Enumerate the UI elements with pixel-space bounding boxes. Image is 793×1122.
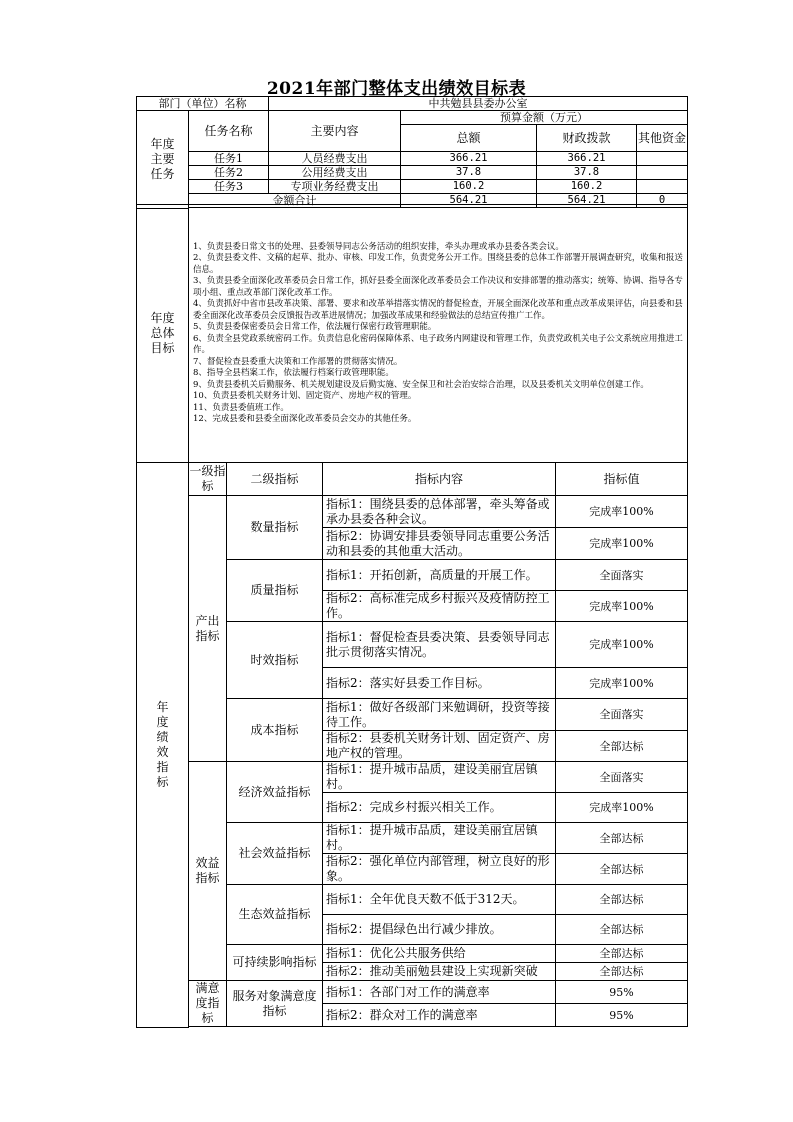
value-header: 指标值 <box>556 463 688 496</box>
task-other <box>637 166 688 180</box>
timeliness-indicator: 时效指标 <box>227 622 323 699</box>
indicator-value: 全部达标 <box>556 854 688 885</box>
indicators-side-label: 年 度 绩 效 指 标 <box>137 463 189 1028</box>
satisfaction-indicator-label: 满意 度指 标 <box>189 981 227 1027</box>
indicator-content: 指标2：落实好县委工作目标。 <box>323 668 556 699</box>
indicator-value: 完成率100% <box>556 793 688 823</box>
indicator-content: 指标2：强化单位内部管理，树立良好的形象。 <box>323 854 556 885</box>
economic-benefit-indicator: 经济效益指标 <box>227 762 323 823</box>
dept-name: 中共勉县县委办公室 <box>269 97 688 111</box>
indicator-content: 指标1：开拓创新，高质量的开展工作。 <box>323 560 556 591</box>
indicator-content: 指标2：县委机关财务计划、固定资产、房地产权的管理。 <box>323 731 556 762</box>
indicator-value: 完成率100% <box>556 622 688 668</box>
indicator-content: 指标2：提倡绿色出行减少排放。 <box>323 915 556 945</box>
task-name: 任务1 <box>189 152 269 166</box>
indicator-value: 完成率100% <box>556 528 688 560</box>
level2-header: 二级指标 <box>227 463 323 496</box>
task-name-header: 任务名称 <box>189 111 269 152</box>
quality-indicator: 质量指标 <box>227 560 323 622</box>
tasks-side-label: 年度 主要 任务 <box>137 111 189 209</box>
indicator-value: 完成率100% <box>556 496 688 528</box>
indicator-content: 指标1：优化公共服务供给 <box>323 945 556 963</box>
goals-side-label: 年度 总体 目标 <box>137 205 189 463</box>
goal-item: 10、负责县委机关财务计划、固定资产、房地产权的管理。 <box>193 391 417 401</box>
indicator-value: 全部达标 <box>556 731 688 762</box>
task-fiscal: 160.2 <box>537 180 637 194</box>
indicator-value: 95% <box>556 981 688 1004</box>
task-other <box>637 180 688 194</box>
budget-header: 预算金额（万元） <box>401 111 688 125</box>
indicator-content: 指标1：做好各级部门来勉调研，投资等接待工作。 <box>323 699 556 731</box>
indicator-value: 全部达标 <box>556 963 688 981</box>
task-table <box>136 96 688 209</box>
goal-item: 8、指导全县档案工作，依法履行档案行政管理职能。 <box>193 368 394 378</box>
task-content: 人员经费支出 <box>269 152 401 166</box>
goal-item: 4、负责抓好中省市县改革决策、部署、要求和改革举措落实情况的督促检查，开展全面深化改革和重点改革成果评估，向县委和县委全面深化改革委员会反馈报告改革进展情况；加强改革成果和经验做法的总结宣传推广工作。 <box>193 299 683 321</box>
indicator-content: 指标2：群众对工作的满意率 <box>323 1004 556 1027</box>
sum-label: 金额合计 <box>189 194 401 208</box>
task-content: 专项业务经费支出 <box>269 180 401 194</box>
output-indicator-label: 产出 指标 <box>189 496 227 762</box>
other-header: 其他资金 <box>637 125 688 152</box>
goal-item: 9、负责县委机关后勤服务、机关规划建设及后勤实施、安全保卫和社会治安综合治理，以及县委机关文明单位创建工作。 <box>193 379 649 390</box>
table-row <box>137 166 688 180</box>
goals-list <box>189 205 688 463</box>
indicator-value: 95% <box>556 1004 688 1027</box>
goal-item: 1、负责县委日常文书的处理、县委领导同志公务活动的组织安排，牵头办理或承办县委各类会议。 <box>193 241 564 252</box>
goal-item: 6、负责全县党政系统密码工作。负责信息化密码保障体系、电子政务内网建设和管理工作，负责党政机关电子公文系统应用推进工作。 <box>193 333 683 355</box>
goal-item: 7、督促检查县委重大决策和工作部署的贯彻落实情况。 <box>193 356 403 367</box>
task-total: 366.21 <box>401 152 537 166</box>
indicator-value: 全部达标 <box>556 885 688 915</box>
goal-item: 5、负责县委保密委员会日常工作，依法履行保密行政管理职能。 <box>193 322 437 332</box>
indicator-content: 指标1：提升城市品质，建设美丽宜居镇村。 <box>323 762 556 793</box>
indicator-content: 指标1：提升城市品质，建设美丽宜居镇村。 <box>323 823 556 854</box>
task-other <box>637 152 688 166</box>
task-fiscal: 366.21 <box>537 152 637 166</box>
indicator-value: 全面落实 <box>556 762 688 793</box>
indicator-content: 指标1：围绕县委的总体部署，牵头筹备或承办县委各种会议。 <box>323 496 556 528</box>
benefit-indicator-label: 效益 指标 <box>189 762 227 981</box>
indicator-content: 指标1：全年优良天数不低于312天。 <box>323 885 556 915</box>
content-header: 指标内容 <box>323 463 556 496</box>
level1-header: 一级指标 <box>189 463 227 496</box>
indicator-value: 全面落实 <box>556 699 688 731</box>
dept-label: 部门（单位）名称 <box>137 97 269 111</box>
social-benefit-indicator: 社会效益指标 <box>227 823 323 885</box>
page-title: 2021年部门整体支出绩效目标表 <box>266 79 527 99</box>
indicator-content: 指标1：督促检查县委决策、县委领导同志批示贯彻落实情况。 <box>323 622 556 668</box>
indicator-content: 指标2：协调安排县委领导同志重要公务活动和县委的其他重大活动。 <box>323 528 556 560</box>
indicator-table <box>136 462 688 1028</box>
table-row <box>137 180 688 194</box>
task-fiscal: 37.8 <box>537 166 637 180</box>
cost-indicator: 成本指标 <box>227 699 323 762</box>
ecological-benefit-indicator: 生态效益指标 <box>227 885 323 945</box>
indicator-content: 指标2：推动美丽勉县建设上实现新突破 <box>323 963 556 981</box>
sum-other: 0 <box>637 194 688 208</box>
task-name: 任务2 <box>189 166 269 180</box>
goal-item: 12、完成县委和县委全面深化改革委员会交办的其他任务。 <box>193 414 417 424</box>
goal-item: 2、负责县委文件、文稿的起草、批办、审核、印发工作，负责党务公开工作。围绕县委的总体工作部署开展调查研究，收集和报送信息。 <box>193 253 683 275</box>
indicator-value: 全部达标 <box>556 945 688 963</box>
quantity-indicator: 数量指标 <box>227 496 323 560</box>
task-name: 任务3 <box>189 180 269 194</box>
table-row <box>137 152 688 166</box>
fiscal-header: 财政拨款 <box>537 125 637 152</box>
sum-total: 564.21 <box>401 194 537 208</box>
indicator-value: 全部达标 <box>556 823 688 854</box>
indicator-content: 指标2：高标准完成乡村振兴及疫情防控工作。 <box>323 591 556 622</box>
goal-item: 11、负责县委值班工作。 <box>193 402 289 413</box>
indicator-value: 全面落实 <box>556 560 688 591</box>
indicator-value: 全部达标 <box>556 915 688 945</box>
service-satisfaction-indicator: 服务对象满意度指标 <box>227 981 323 1027</box>
task-content-header: 主要内容 <box>269 111 401 152</box>
indicator-value: 完成率100% <box>556 591 688 622</box>
total-header: 总额 <box>401 125 537 152</box>
indicator-content: 指标2：完成乡村振兴相关工作。 <box>323 793 556 823</box>
indicator-value: 完成率100% <box>556 668 688 699</box>
goals-table <box>136 204 688 463</box>
sum-fiscal: 564.21 <box>537 194 637 208</box>
task-total: 37.8 <box>401 166 537 180</box>
indicator-content: 指标1：各部门对工作的满意率 <box>323 981 556 1004</box>
sustainability-indicator: 可持续影响指标 <box>227 945 323 981</box>
goal-item: 3、负责县委全面深化改革委员会日常工作，抓好县委全面深化改革委员会工作决议和安排部署的推动落实；统筹、协调、指导各专项小组、重点改革部门深化改革工作。 <box>193 276 683 298</box>
task-total: 160.2 <box>401 180 537 194</box>
task-content: 公用经费支出 <box>269 166 401 180</box>
